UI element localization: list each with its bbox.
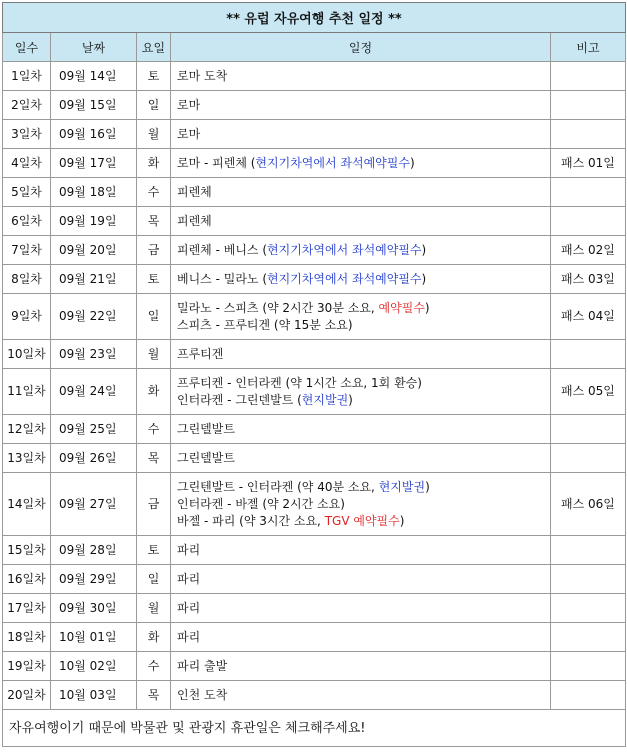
plan-text: 파리 bbox=[177, 571, 201, 586]
plan-line bbox=[177, 242, 550, 259]
footer-note: 자유여행이기 때문에 박물관 및 관광지 휴관일은 체크해주세요! bbox=[3, 710, 626, 747]
weekday-cell: 금 bbox=[137, 473, 171, 536]
plan-text: 로마 bbox=[177, 126, 201, 141]
plan-line bbox=[177, 126, 550, 143]
date-cell: 10월 03일 bbox=[51, 681, 137, 710]
day-cell: 15일차 bbox=[3, 536, 51, 565]
date-cell: 09월 14일 bbox=[51, 62, 137, 91]
table-row bbox=[3, 91, 626, 120]
plan-text: 베니스 - 밀라노 ( bbox=[177, 271, 268, 286]
weekday-cell: 월 bbox=[137, 594, 171, 623]
weekday-cell: 수 bbox=[137, 415, 171, 444]
plan-cell bbox=[171, 265, 551, 294]
note-cell bbox=[551, 652, 626, 681]
table-row bbox=[3, 652, 626, 681]
note-cell: 패스 03일 bbox=[551, 265, 626, 294]
note-cell bbox=[551, 623, 626, 652]
note-cell: 패스 01일 bbox=[551, 149, 626, 178]
plan-line bbox=[177, 300, 550, 317]
table-row bbox=[3, 294, 626, 340]
date-cell: 10월 01일 bbox=[51, 623, 137, 652]
weekday-cell: 목 bbox=[137, 444, 171, 473]
plan-highlight: 현지기차역에서 좌석예약필수 bbox=[267, 242, 422, 257]
weekday-cell: 수 bbox=[137, 178, 171, 207]
day-cell: 8일차 bbox=[3, 265, 51, 294]
table-row bbox=[3, 265, 626, 294]
plan-line bbox=[177, 479, 550, 496]
day-cell: 20일차 bbox=[3, 681, 51, 710]
table-row bbox=[3, 473, 626, 536]
table-row bbox=[3, 594, 626, 623]
day-cell: 19일차 bbox=[3, 652, 51, 681]
plan-cell bbox=[171, 444, 551, 473]
date-cell: 09월 19일 bbox=[51, 207, 137, 236]
day-cell: 9일차 bbox=[3, 294, 51, 340]
table-row bbox=[3, 149, 626, 178]
day-cell: 1일차 bbox=[3, 62, 51, 91]
table-row bbox=[3, 62, 626, 91]
date-cell: 09월 15일 bbox=[51, 91, 137, 120]
day-cell: 4일차 bbox=[3, 149, 51, 178]
note-cell bbox=[551, 91, 626, 120]
day-cell: 2일차 bbox=[3, 91, 51, 120]
plan-cell bbox=[171, 369, 551, 415]
plan-text: ) bbox=[424, 300, 430, 315]
day-cell: 13일차 bbox=[3, 444, 51, 473]
plan-line bbox=[177, 542, 550, 559]
plan-text: 파리 bbox=[177, 542, 201, 557]
plan-cell bbox=[171, 415, 551, 444]
table-row bbox=[3, 207, 626, 236]
plan-text: 파리 출발 bbox=[177, 658, 228, 673]
plan-line bbox=[177, 392, 550, 409]
note-cell bbox=[551, 536, 626, 565]
table-row bbox=[3, 120, 626, 149]
plan-line bbox=[177, 97, 550, 114]
plan-line bbox=[177, 571, 550, 588]
weekday-cell: 화 bbox=[137, 149, 171, 178]
date-cell: 09월 24일 bbox=[51, 369, 137, 415]
note-cell bbox=[551, 415, 626, 444]
plan-highlight: 현지발권 bbox=[301, 392, 349, 407]
plan-line bbox=[177, 687, 550, 704]
plan-line bbox=[177, 629, 550, 646]
table-row bbox=[3, 178, 626, 207]
day-cell: 11일차 bbox=[3, 369, 51, 415]
note-cell: 패스 05일 bbox=[551, 369, 626, 415]
weekday-cell: 화 bbox=[137, 369, 171, 415]
day-cell: 5일차 bbox=[3, 178, 51, 207]
note-cell bbox=[551, 340, 626, 369]
weekday-cell: 토 bbox=[137, 265, 171, 294]
table-row bbox=[3, 236, 626, 265]
plan-cell bbox=[171, 149, 551, 178]
note-cell bbox=[551, 62, 626, 91]
plan-cell bbox=[171, 120, 551, 149]
plan-text: ) bbox=[425, 479, 430, 494]
table-row bbox=[3, 623, 626, 652]
plan-text: 로마 도착 bbox=[177, 68, 228, 83]
weekday-cell: 토 bbox=[137, 536, 171, 565]
plan-text: 파리 bbox=[177, 629, 201, 644]
note-cell bbox=[551, 444, 626, 473]
plan-cell bbox=[171, 340, 551, 369]
plan-text: 파리 bbox=[177, 600, 201, 615]
day-cell: 12일차 bbox=[3, 415, 51, 444]
date-cell: 09월 23일 bbox=[51, 340, 137, 369]
plan-line bbox=[177, 346, 550, 363]
plan-line bbox=[177, 184, 550, 201]
weekday-cell: 월 bbox=[137, 120, 171, 149]
plan-line bbox=[177, 658, 550, 675]
date-cell: 09월 20일 bbox=[51, 236, 137, 265]
note-cell: 패스 06일 bbox=[551, 473, 626, 536]
plan-text: 밀라노 - 스피츠 (약 2시간 30분 소요, bbox=[177, 300, 379, 315]
plan-text: ) bbox=[421, 271, 427, 286]
plan-cell bbox=[171, 207, 551, 236]
plan-cell bbox=[171, 294, 551, 340]
day-cell: 16일차 bbox=[3, 565, 51, 594]
date-cell: 09월 30일 bbox=[51, 594, 137, 623]
note-cell bbox=[551, 594, 626, 623]
plan-cell bbox=[171, 623, 551, 652]
weekday-cell: 일 bbox=[137, 565, 171, 594]
plan-text: 인터라켄 - 바젤 (약 2시간 소요) bbox=[177, 496, 345, 511]
plan-text: 그린델발트 bbox=[177, 450, 235, 465]
plan-cell bbox=[171, 594, 551, 623]
weekday-cell: 일 bbox=[137, 91, 171, 120]
plan-line bbox=[177, 450, 550, 467]
date-cell: 09월 29일 bbox=[51, 565, 137, 594]
plan-cell bbox=[171, 178, 551, 207]
date-cell: 09월 27일 bbox=[51, 473, 137, 536]
plan-text: 프루티켄 - 인터라켄 (약 1시간 소요, 1회 환승) bbox=[177, 375, 422, 390]
date-cell: 09월 18일 bbox=[51, 178, 137, 207]
table-row bbox=[3, 536, 626, 565]
plan-text: 피렌체 - 베니스 ( bbox=[177, 242, 268, 257]
table-row bbox=[3, 444, 626, 473]
day-cell: 3일차 bbox=[3, 120, 51, 149]
day-cell: 14일차 bbox=[3, 473, 51, 536]
plan-line bbox=[177, 213, 550, 230]
plan-line bbox=[177, 317, 550, 334]
header-date: 날짜 bbox=[51, 33, 137, 62]
plan-cell bbox=[171, 236, 551, 265]
plan-text: 로마 bbox=[177, 97, 201, 112]
plan-text: 피렌체 bbox=[177, 184, 212, 199]
weekday-cell: 월 bbox=[137, 340, 171, 369]
plan-cell bbox=[171, 62, 551, 91]
note-cell bbox=[551, 120, 626, 149]
header-day: 일수 bbox=[3, 33, 51, 62]
weekday-cell: 토 bbox=[137, 62, 171, 91]
table-row bbox=[3, 415, 626, 444]
table-row bbox=[3, 340, 626, 369]
plan-cell bbox=[171, 536, 551, 565]
plan-cell bbox=[171, 565, 551, 594]
plan-text: 피렌체 bbox=[177, 213, 212, 228]
weekday-cell: 목 bbox=[137, 681, 171, 710]
plan-line bbox=[177, 600, 550, 617]
date-cell: 09월 22일 bbox=[51, 294, 137, 340]
day-cell: 10일차 bbox=[3, 340, 51, 369]
plan-text: ) bbox=[399, 513, 405, 528]
plan-text: 인천 도착 bbox=[177, 687, 228, 702]
plan-text: 로마 - 피렌체 ( bbox=[177, 155, 256, 170]
itinerary-table bbox=[2, 2, 626, 747]
plan-line bbox=[177, 271, 550, 288]
date-cell: 09월 26일 bbox=[51, 444, 137, 473]
table-body bbox=[3, 62, 626, 710]
day-cell: 17일차 bbox=[3, 594, 51, 623]
plan-text: 그린텐발트 - 인터라켄 (약 40분 소요, bbox=[177, 479, 379, 494]
plan-text: ) bbox=[409, 155, 415, 170]
date-cell: 09월 16일 bbox=[51, 120, 137, 149]
date-cell: 09월 17일 bbox=[51, 149, 137, 178]
date-cell: 09월 25일 bbox=[51, 415, 137, 444]
plan-highlight: 현지기차역에서 좌석예약필수 bbox=[255, 155, 410, 170]
date-cell: 09월 28일 bbox=[51, 536, 137, 565]
table-row bbox=[3, 565, 626, 594]
header-note: 비고 bbox=[551, 33, 626, 62]
weekday-cell: 금 bbox=[137, 236, 171, 265]
date-cell: 09월 21일 bbox=[51, 265, 137, 294]
day-cell: 6일차 bbox=[3, 207, 51, 236]
weekday-cell: 화 bbox=[137, 623, 171, 652]
plan-text: 그린델발트 bbox=[177, 421, 235, 436]
note-cell bbox=[551, 565, 626, 594]
plan-line bbox=[177, 421, 550, 438]
note-cell bbox=[551, 207, 626, 236]
plan-highlight: TGV 예약필수 bbox=[324, 513, 400, 528]
plan-highlight: 현지발권 bbox=[378, 479, 426, 494]
note-cell: 패스 04일 bbox=[551, 294, 626, 340]
plan-text: ) bbox=[421, 242, 427, 257]
date-cell: 10월 02일 bbox=[51, 652, 137, 681]
plan-line bbox=[177, 155, 550, 172]
table-row bbox=[3, 369, 626, 415]
plan-line bbox=[177, 496, 550, 513]
plan-cell bbox=[171, 91, 551, 120]
header-weekday: 요일 bbox=[137, 33, 171, 62]
table-row bbox=[3, 681, 626, 710]
plan-text: 스피츠 - 프루티겐 (약 15분 소요) bbox=[177, 317, 353, 332]
plan-highlight: 예약필수 bbox=[378, 300, 425, 315]
plan-line bbox=[177, 375, 550, 392]
header-plan: 일정 bbox=[171, 33, 551, 62]
plan-text: 인터라켄 - 그린덴발트 ( bbox=[177, 392, 302, 407]
weekday-cell: 일 bbox=[137, 294, 171, 340]
plan-line bbox=[177, 68, 550, 85]
plan-text: ) bbox=[348, 392, 353, 407]
day-cell: 18일차 bbox=[3, 623, 51, 652]
table-title: ** 유럽 자유여행 추천 일정 ** bbox=[3, 3, 626, 33]
day-cell: 7일차 bbox=[3, 236, 51, 265]
note-cell bbox=[551, 681, 626, 710]
weekday-cell: 수 bbox=[137, 652, 171, 681]
plan-line bbox=[177, 513, 550, 530]
plan-text: 프루티겐 bbox=[177, 346, 224, 361]
note-cell bbox=[551, 178, 626, 207]
plan-cell bbox=[171, 681, 551, 710]
plan-cell bbox=[171, 652, 551, 681]
weekday-cell: 목 bbox=[137, 207, 171, 236]
plan-text: 바젤 - 파리 (약 3시간 소요, bbox=[177, 513, 325, 528]
plan-cell bbox=[171, 473, 551, 536]
plan-highlight: 현지기차역에서 좌석예약필수 bbox=[267, 271, 422, 286]
note-cell: 패스 02일 bbox=[551, 236, 626, 265]
